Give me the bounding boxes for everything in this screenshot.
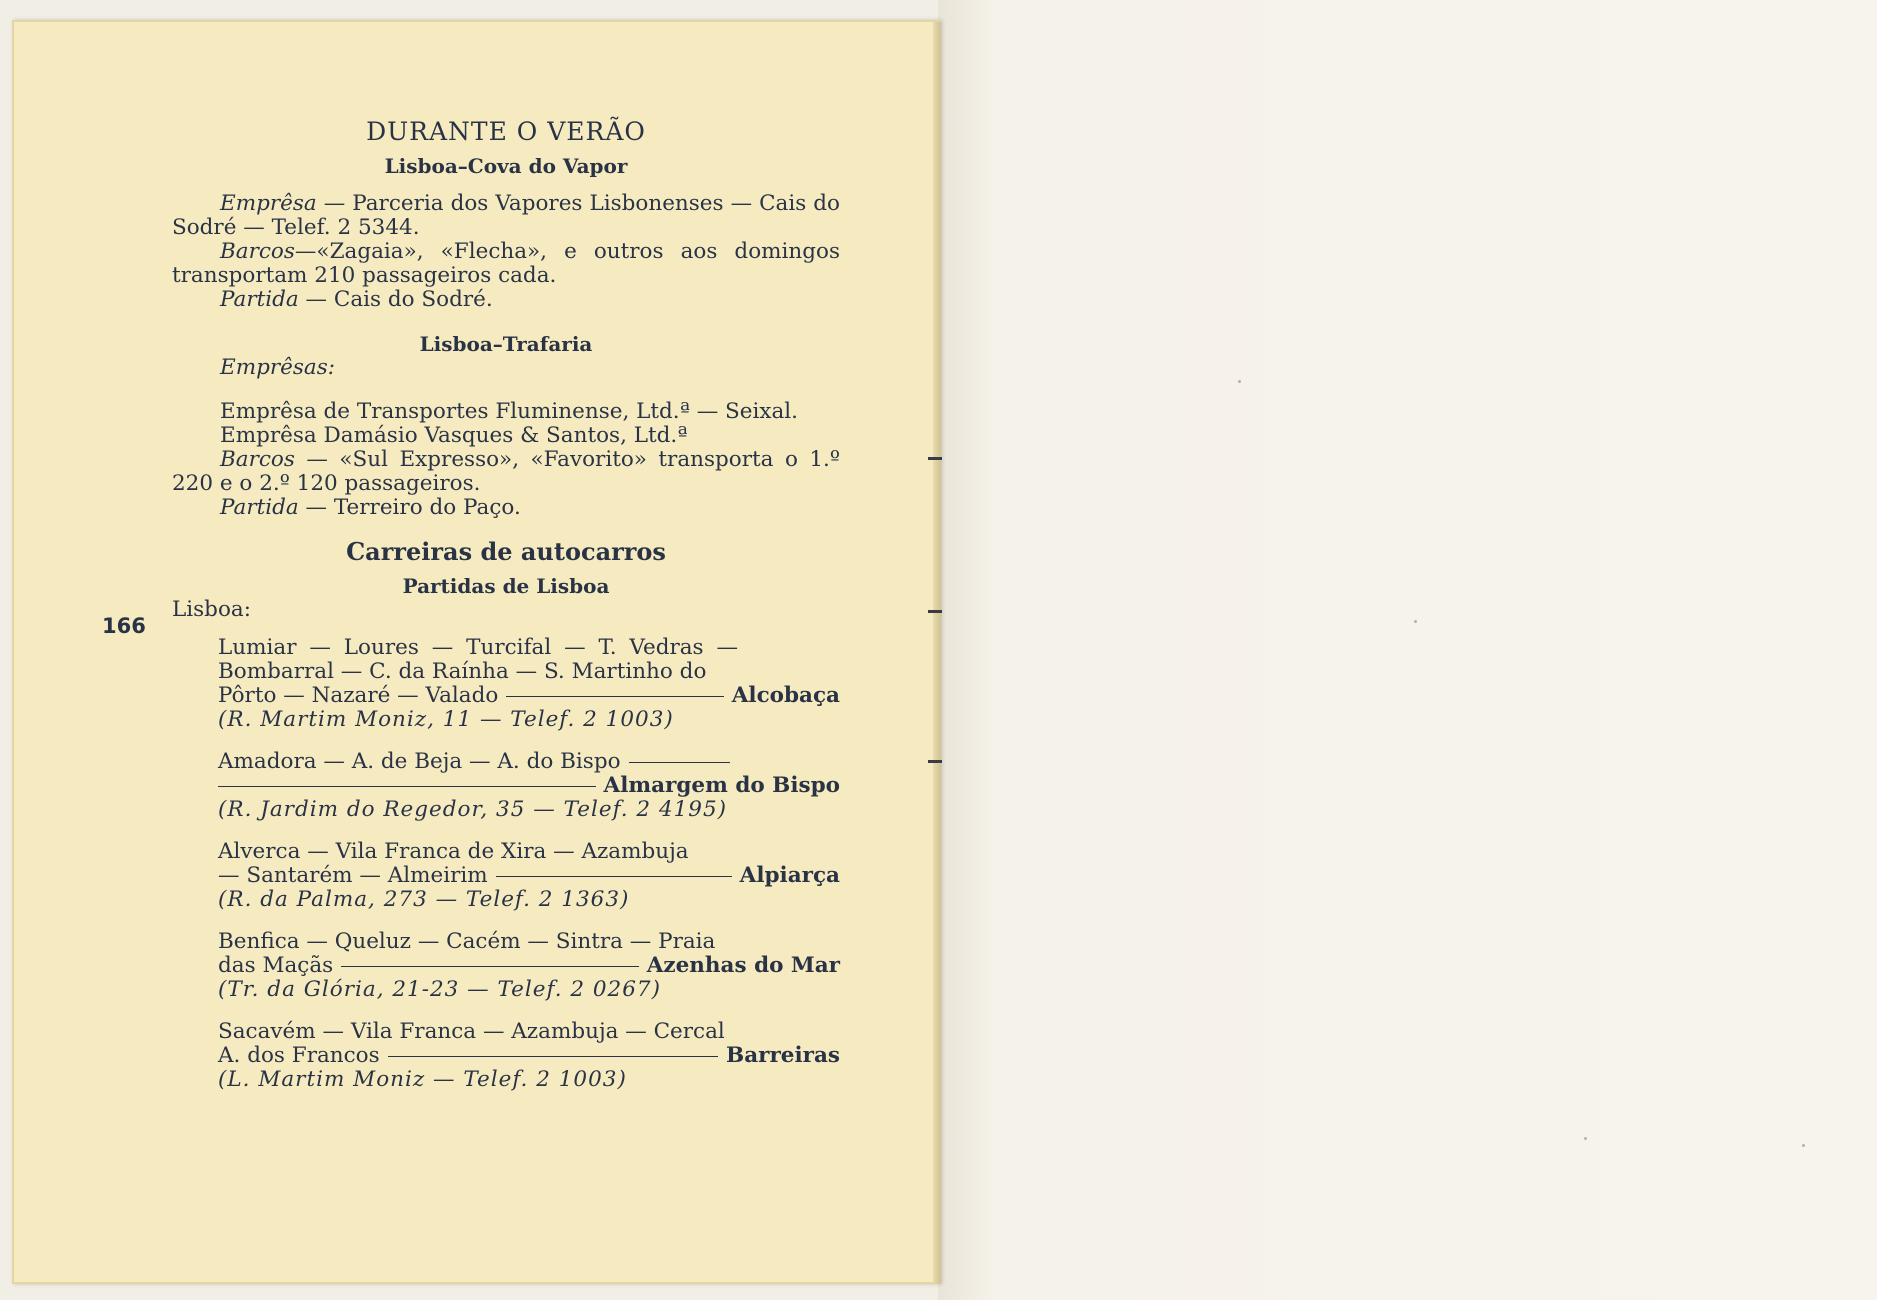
cova-barcos-paragraph [172,240,840,288]
trafaria-empresa-2: Emprêsa Damásio Vasques & Santos, Ltd.ª [220,423,688,448]
route-destination: Almargem do Bispo [603,773,840,798]
route-address: (R. Martim Moniz, 11 — Telef. 2 1003) [218,707,674,732]
page-number: 166 [102,614,146,638]
barcos-label: Barcos [220,447,295,472]
route-stops-last: das Maçãs [218,953,334,978]
page-title: DURANTE O VERÃO [366,117,646,146]
cova-partida-paragraph [172,288,840,312]
bus-route [172,750,840,822]
leader-line [629,762,730,763]
barcos-text: —«Zagaia», «Flecha», e outros aos domingos transportam 210 passageiros cada. [172,239,840,288]
paper-speck [1414,620,1417,623]
binding-thread-mark [928,610,942,613]
leader-line [218,786,596,787]
blank-right-page [938,0,1877,1300]
page-content [172,117,840,1110]
bus-route [172,840,840,912]
leader-line [341,966,639,967]
route-destination-line [218,954,840,978]
bus-route [172,636,840,732]
bus-route [172,1020,840,1092]
route-destination: Barreiras [726,1043,840,1068]
empresa-label: Emprêsa [220,191,317,216]
section-title-trafaria: Lisboa–Trafaria [419,332,593,356]
route-stops-last: Pôrto — Nazaré — Valado [218,683,499,708]
route-stops: Sacavém — Vila Franca — Azambuja — Cercal [218,1019,725,1044]
section-subtitle-partidas: Partidas de Lisboa [402,574,610,598]
empresas-label: Emprêsas: [220,355,335,380]
trafaria-barcos-paragraph [172,448,840,496]
paper-speck [1584,1137,1587,1140]
route-destination: Alpiarça [739,863,840,888]
route-destination-line [218,1044,840,1068]
route-stops-line [218,750,738,774]
paper-speck [1802,1144,1805,1147]
leader-line [496,876,732,877]
origin-label: Lisboa: [172,597,251,622]
section-title-cova-do-vapor: Lisboa–Cova do Vapor [384,154,628,178]
route-destination: Azenhas do Mar [646,953,840,978]
trafaria-empresa-1: Emprêsa de Transportes Fluminense, Ltd.ª — Seixal. [220,399,799,424]
route-stops: Alverca — Vila Franca de Xira — Azambuja [218,839,689,864]
route-stops: Amadora — A. de Beja — A. do Bispo [218,749,621,774]
barcos-label: Barcos [220,239,295,264]
partida-label: Partida [220,495,299,520]
route-address: (R. Jardim do Regedor, 35 — Telef. 2 4195) [218,797,728,822]
bus-route [172,930,840,1002]
binding-thread-mark [928,457,942,460]
route-destination: Alcobaça [731,683,840,708]
route-destination-line [218,864,840,888]
section-title-autocarros: Carreiras de autocarros [346,537,666,566]
binding-thread-mark [928,760,942,763]
route-address: (L. Martim Moniz — Telef. 2 1003) [218,1067,627,1092]
leader-line [388,1056,718,1057]
partida-label: Partida [220,287,299,312]
leader-line [506,696,723,697]
partida-text: — Cais do Sodré. [298,287,493,312]
empresa-text: — Parceria dos Vapores Lisbonenses — Cais do Sodré — Telef. 2 5344. [172,191,840,240]
cova-empresa-paragraph [172,192,840,240]
route-stops: Lumiar — Loures — Turcifal — T. Vedras — Bombarral — C. da Raínha — S. Martinho do [218,635,738,684]
paper-speck [1238,380,1241,383]
route-address: (Tr. da Glória, 21-23 — Telef. 2 0267) [218,977,661,1002]
partida-text: — Terreiro do Paço. [298,495,521,520]
route-address: (R. da Palma, 273 — Telef. 2 1363) [218,887,630,912]
trafaria-partida-paragraph [172,496,840,520]
route-destination-line [218,684,840,708]
route-stops-last: — Santarém — Almeirim [218,863,488,888]
route-stops-last: A. dos Francos [218,1043,380,1068]
barcos-text: — «Sul Expresso», «Favorito» transporta o 1.º 220 e o 2.º 120 passageiros. [172,447,840,496]
route-stops: Benfica — Queluz — Cacém — Sintra — Praia [218,929,716,954]
route-destination-line [218,774,840,798]
page-binding-edge [933,22,941,1284]
